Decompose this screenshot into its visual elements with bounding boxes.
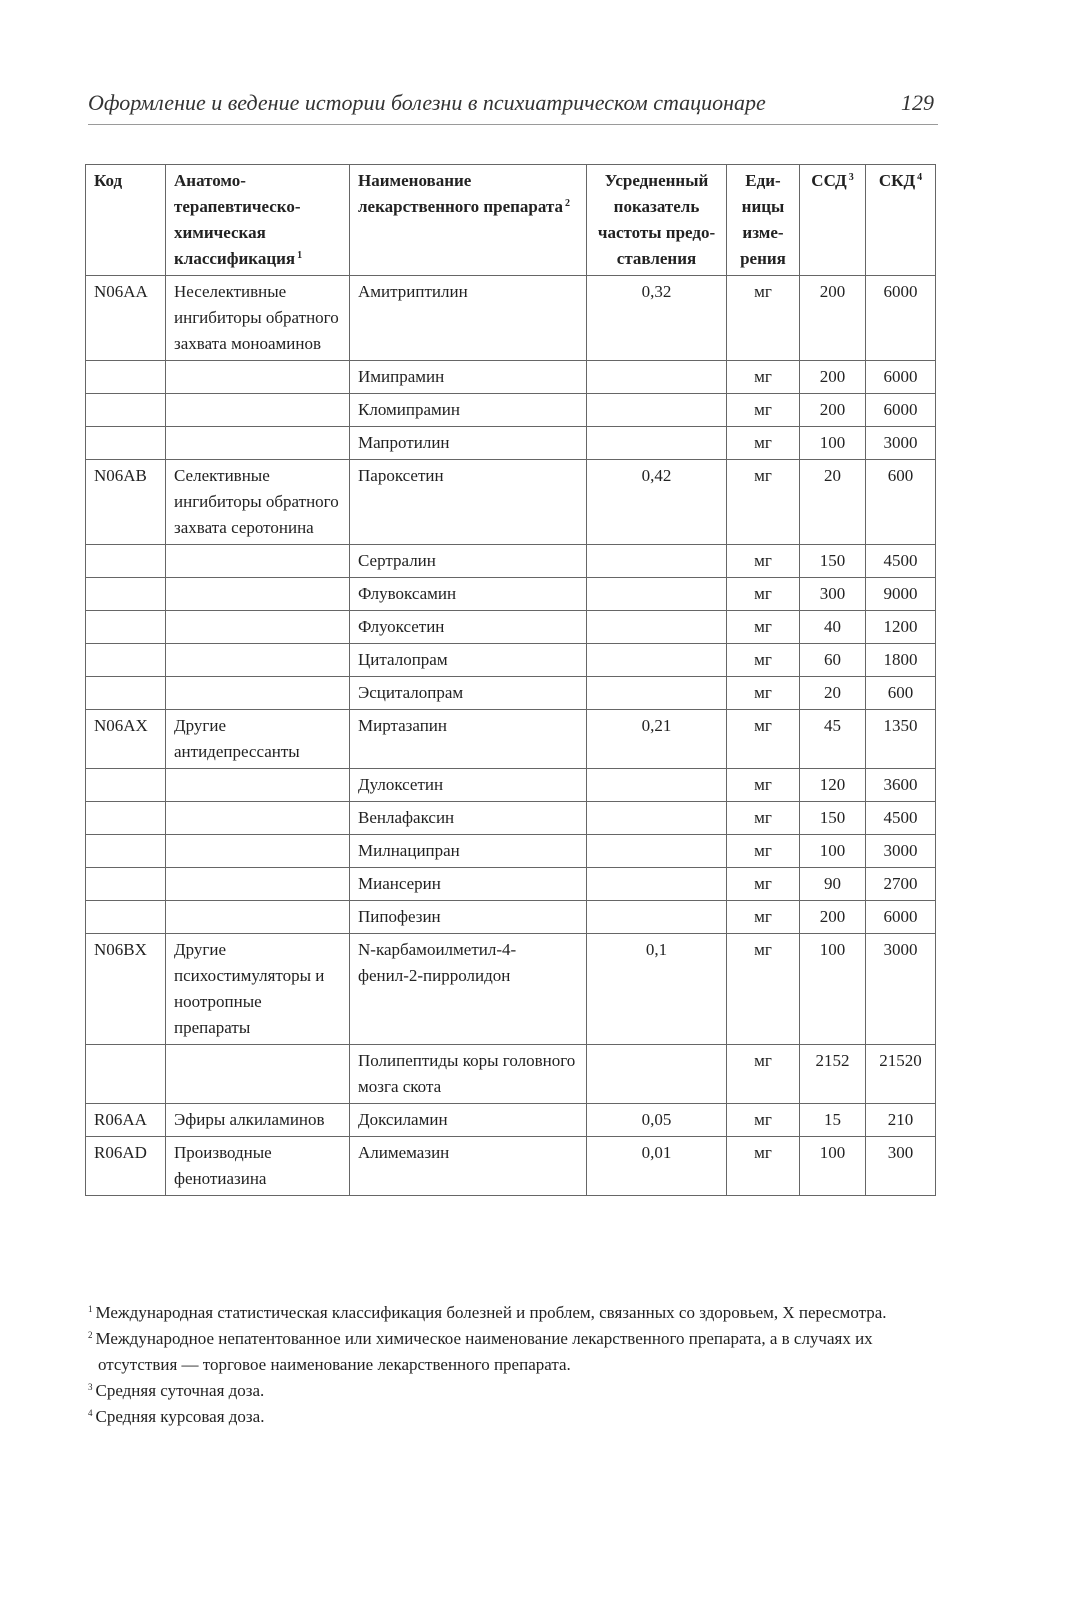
cell-drug: Пипофезин <box>350 901 587 934</box>
cell-frequency <box>587 868 727 901</box>
footnote <box>88 1300 938 1326</box>
cell-drug: Эсциталопрам <box>350 677 587 710</box>
table-row <box>86 934 936 1045</box>
cell-code <box>86 868 166 901</box>
cell-classification <box>166 611 350 644</box>
cell-classification <box>166 901 350 934</box>
cell-classification <box>166 578 350 611</box>
table-row <box>86 769 936 802</box>
table-row <box>86 276 936 361</box>
cell-unit: мг <box>727 578 800 611</box>
footnotes <box>88 1300 938 1430</box>
drug-table <box>85 164 936 1196</box>
column-header-label: ССД <box>811 171 847 190</box>
cell-unit: мг <box>727 769 800 802</box>
table-row <box>86 394 936 427</box>
cell-frequency <box>587 611 727 644</box>
cell-classification: Производные фенотиазина <box>166 1137 350 1196</box>
cell-ssd: 20 <box>800 460 866 545</box>
cell-ssd: 120 <box>800 769 866 802</box>
column-header-label: Код <box>94 171 123 190</box>
cell-classification <box>166 361 350 394</box>
cell-code <box>86 394 166 427</box>
footnote-ref: 1 <box>297 250 303 261</box>
cell-unit: мг <box>727 611 800 644</box>
cell-skd: 600 <box>866 460 936 545</box>
cell-code: N06BX <box>86 934 166 1045</box>
cell-code <box>86 802 166 835</box>
cell-ssd: 2152 <box>800 1045 866 1104</box>
footnote-text: Средняя курсовая доза. <box>95 1407 265 1426</box>
cell-frequency <box>587 427 727 460</box>
cell-code: N06AA <box>86 276 166 361</box>
cell-drug: Венлафаксин <box>350 802 587 835</box>
cell-drug: Мапротилин <box>350 427 587 460</box>
cell-code <box>86 578 166 611</box>
cell-skd: 210 <box>866 1104 936 1137</box>
column-header-code <box>86 165 166 276</box>
footnote-mark: 1 <box>88 1304 93 1314</box>
cell-frequency <box>587 361 727 394</box>
footnote <box>88 1326 938 1378</box>
cell-skd: 4500 <box>866 802 936 835</box>
cell-skd: 1800 <box>866 644 936 677</box>
cell-code <box>86 545 166 578</box>
running-header <box>88 84 938 125</box>
footnote-ref: 3 <box>848 172 854 183</box>
cell-frequency <box>587 677 727 710</box>
cell-drug: N-карбамоилметил-4-фенил-2-пирролидон <box>350 934 587 1045</box>
column-header-frequency <box>587 165 727 276</box>
cell-unit: мг <box>727 394 800 427</box>
table-row <box>86 901 936 934</box>
column-header-drug <box>350 165 587 276</box>
cell-skd: 3000 <box>866 427 936 460</box>
cell-skd: 600 <box>866 677 936 710</box>
cell-ssd: 200 <box>800 394 866 427</box>
cell-unit: мг <box>727 868 800 901</box>
cell-unit: мг <box>727 276 800 361</box>
cell-classification: Неселективные ингибиторы обратного захвата моноаминов <box>166 276 350 361</box>
cell-frequency <box>587 901 727 934</box>
cell-unit: мг <box>727 427 800 460</box>
cell-drug: Циталопрам <box>350 644 587 677</box>
cell-code <box>86 427 166 460</box>
cell-ssd: 100 <box>800 1137 866 1196</box>
cell-ssd: 60 <box>800 644 866 677</box>
footnote-mark: 2 <box>88 1330 93 1340</box>
cell-drug: Полипептиды коры головного мозга скота <box>350 1045 587 1104</box>
cell-ssd: 100 <box>800 427 866 460</box>
cell-classification: Другие психостимуляторы и ноотропные препараты <box>166 934 350 1045</box>
cell-drug: Дулоксетин <box>350 769 587 802</box>
cell-skd: 6000 <box>866 276 936 361</box>
cell-code: N06AX <box>86 710 166 769</box>
cell-ssd: 20 <box>800 677 866 710</box>
table-row <box>86 1104 936 1137</box>
cell-unit: мг <box>727 802 800 835</box>
column-header-label: Усредненный показатель частоты предо-ставления <box>597 171 716 268</box>
table-row <box>86 611 936 644</box>
cell-classification: Другие антидепрессанты <box>166 710 350 769</box>
cell-ssd: 100 <box>800 934 866 1045</box>
cell-classification <box>166 545 350 578</box>
cell-skd: 3000 <box>866 934 936 1045</box>
cell-drug: Сертралин <box>350 545 587 578</box>
cell-drug: Алимемазин <box>350 1137 587 1196</box>
cell-skd: 6000 <box>866 394 936 427</box>
cell-ssd: 150 <box>800 802 866 835</box>
footnote-text: Средняя суточная доза. <box>95 1381 265 1400</box>
cell-unit: мг <box>727 901 800 934</box>
cell-frequency <box>587 394 727 427</box>
table-row <box>86 644 936 677</box>
cell-unit: мг <box>727 644 800 677</box>
cell-ssd: 200 <box>800 276 866 361</box>
cell-code <box>86 611 166 644</box>
cell-frequency: 0,42 <box>587 460 727 545</box>
cell-unit: мг <box>727 545 800 578</box>
cell-ssd: 15 <box>800 1104 866 1137</box>
cell-skd: 300 <box>866 1137 936 1196</box>
cell-drug: Милнаципран <box>350 835 587 868</box>
cell-ssd: 45 <box>800 710 866 769</box>
table-row <box>86 361 936 394</box>
cell-classification <box>166 835 350 868</box>
cell-code: R06AA <box>86 1104 166 1137</box>
table-body <box>86 276 936 1196</box>
cell-code <box>86 769 166 802</box>
cell-code: R06AD <box>86 1137 166 1196</box>
cell-ssd: 200 <box>800 361 866 394</box>
cell-frequency: 0,1 <box>587 934 727 1045</box>
cell-frequency: 0,01 <box>587 1137 727 1196</box>
cell-skd: 6000 <box>866 901 936 934</box>
cell-frequency: 0,32 <box>587 276 727 361</box>
cell-drug: Миртазапин <box>350 710 587 769</box>
table-row <box>86 427 936 460</box>
cell-classification <box>166 394 350 427</box>
table-row <box>86 677 936 710</box>
cell-frequency: 0,21 <box>587 710 727 769</box>
cell-skd: 6000 <box>866 361 936 394</box>
cell-frequency <box>587 769 727 802</box>
footnote <box>88 1378 938 1404</box>
table-row <box>86 1045 936 1104</box>
cell-classification <box>166 802 350 835</box>
cell-classification <box>166 644 350 677</box>
table-row <box>86 545 936 578</box>
cell-drug: Флуоксетин <box>350 611 587 644</box>
cell-drug: Миансерин <box>350 868 587 901</box>
cell-code <box>86 1045 166 1104</box>
cell-frequency <box>587 802 727 835</box>
cell-ssd: 100 <box>800 835 866 868</box>
cell-drug: Доксиламин <box>350 1104 587 1137</box>
column-header-ssd <box>800 165 866 276</box>
cell-unit: мг <box>727 1137 800 1196</box>
cell-classification: Эфиры алкиламинов <box>166 1104 350 1137</box>
cell-drug: Имипрамин <box>350 361 587 394</box>
footnote-text: Международное непатентованное или химическое наименование лекарственного препарата, а в случаях их отсутствия — торговое наименование лекарственного препарата. <box>95 1329 873 1374</box>
cell-skd: 3600 <box>866 769 936 802</box>
cell-ssd: 150 <box>800 545 866 578</box>
column-header-label: СКД <box>878 171 916 190</box>
cell-skd: 21520 <box>866 1045 936 1104</box>
cell-skd: 1200 <box>866 611 936 644</box>
cell-classification <box>166 1045 350 1104</box>
cell-code <box>86 361 166 394</box>
cell-skd: 2700 <box>866 868 936 901</box>
cell-unit: мг <box>727 934 800 1045</box>
cell-unit: мг <box>727 1045 800 1104</box>
cell-classification <box>166 677 350 710</box>
column-header-classification <box>166 165 350 276</box>
column-header-label: Анатомо-терапевтическо-химическая классификация <box>174 171 301 268</box>
footnote-ref: 2 <box>565 198 570 209</box>
cell-unit: мг <box>727 361 800 394</box>
cell-drug: Пароксетин <box>350 460 587 545</box>
footnote <box>88 1404 938 1430</box>
footnote-mark: 3 <box>88 1382 93 1392</box>
cell-ssd: 40 <box>800 611 866 644</box>
cell-frequency <box>587 578 727 611</box>
cell-code <box>86 901 166 934</box>
cell-frequency <box>587 644 727 677</box>
cell-unit: мг <box>727 460 800 545</box>
running-header-title: Оформление и ведение истории болезни в психиатрическом стационаре <box>88 90 766 115</box>
footnote-mark: 4 <box>88 1408 93 1418</box>
cell-unit: мг <box>727 677 800 710</box>
cell-drug: Флувоксамин <box>350 578 587 611</box>
column-header-skd <box>866 165 936 276</box>
column-header-label: Наименование лекарственного препарата <box>358 171 563 216</box>
cell-classification <box>166 427 350 460</box>
cell-code <box>86 835 166 868</box>
footnote-text: Международная статистическая классификация болезней и проблем, связанных со здоровьем, X пересмотра. <box>95 1303 887 1322</box>
cell-unit: мг <box>727 1104 800 1137</box>
cell-ssd: 300 <box>800 578 866 611</box>
table-row <box>86 578 936 611</box>
table-row <box>86 1137 936 1196</box>
table-row <box>86 868 936 901</box>
cell-drug: Амитриптилин <box>350 276 587 361</box>
cell-frequency <box>587 545 727 578</box>
cell-ssd: 90 <box>800 868 866 901</box>
cell-code <box>86 644 166 677</box>
cell-classification <box>166 769 350 802</box>
column-header-label: Еди-ницы изме-рения <box>740 171 786 268</box>
footnote-ref: 4 <box>917 172 923 183</box>
cell-classification: Селективные ингибиторы обратного захвата серотонина <box>166 460 350 545</box>
table-row <box>86 460 936 545</box>
cell-code: N06AB <box>86 460 166 545</box>
cell-skd: 4500 <box>866 545 936 578</box>
cell-unit: мг <box>727 835 800 868</box>
table-row <box>86 802 936 835</box>
table-header <box>86 165 936 276</box>
cell-skd: 1350 <box>866 710 936 769</box>
table-row <box>86 710 936 769</box>
cell-code <box>86 677 166 710</box>
cell-frequency <box>587 835 727 868</box>
cell-classification <box>166 868 350 901</box>
column-header-unit <box>727 165 800 276</box>
cell-skd: 3000 <box>866 835 936 868</box>
page-number: 129 <box>901 90 934 115</box>
header-row <box>86 165 936 276</box>
table-row <box>86 835 936 868</box>
cell-frequency <box>587 1045 727 1104</box>
cell-ssd: 200 <box>800 901 866 934</box>
cell-drug: Кломипрамин <box>350 394 587 427</box>
cell-unit: мг <box>727 710 800 769</box>
cell-skd: 9000 <box>866 578 936 611</box>
cell-frequency: 0,05 <box>587 1104 727 1137</box>
